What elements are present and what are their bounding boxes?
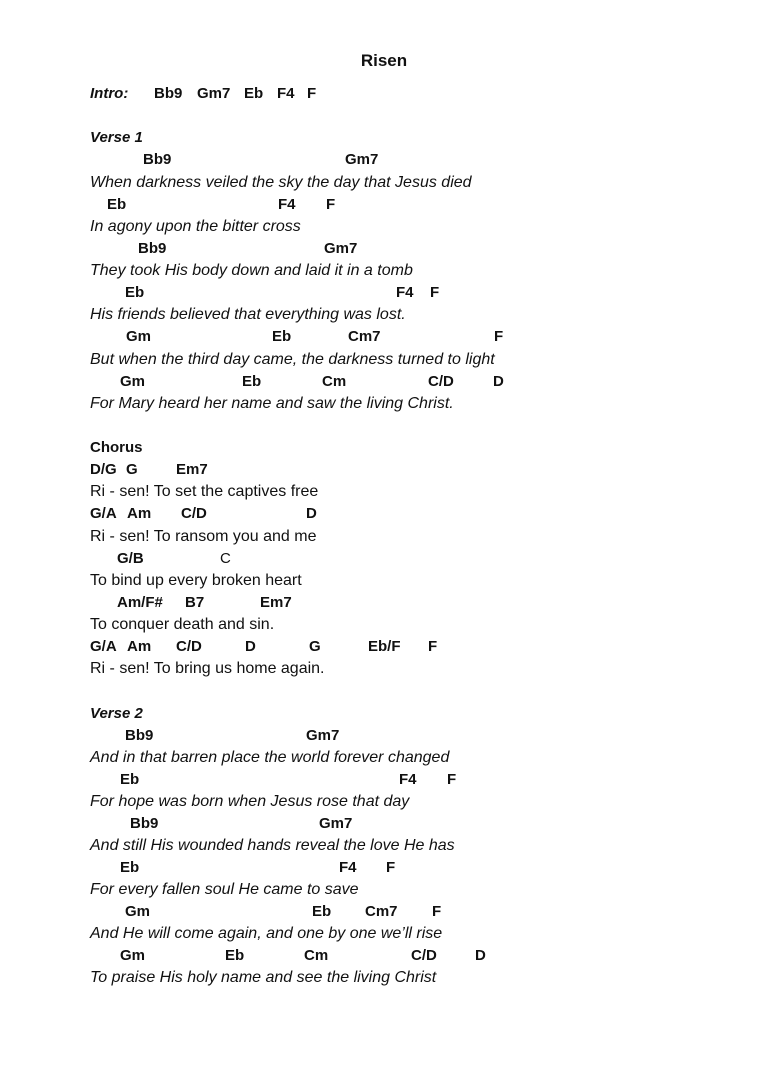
- chord: Gm7: [345, 151, 379, 168]
- lyric-line: For hope was born when Jesus rose that day: [90, 793, 410, 810]
- chord-line: [90, 326, 504, 348]
- lyric-line: His friends believed that everything was lost.: [90, 306, 406, 323]
- chord-line: [90, 945, 486, 967]
- chord: F4: [278, 196, 296, 213]
- chord: C/D: [181, 505, 207, 522]
- chord: F4: [399, 771, 417, 788]
- lyric-line: To praise His holy name and see the living Christ: [90, 969, 437, 986]
- chord: F: [326, 196, 336, 213]
- intro-chord: Gm7: [197, 85, 231, 102]
- chord-line: [90, 503, 317, 525]
- chord-line: [90, 769, 457, 791]
- chord: Am: [127, 505, 152, 522]
- chord: G/A: [90, 505, 117, 522]
- lyric-line: Ri - sen! To set the captives free: [90, 483, 319, 500]
- chord: F: [447, 771, 457, 788]
- chorus-label: Chorus: [90, 439, 143, 456]
- lyric-line: For every fallen soul He came to save: [90, 881, 359, 898]
- chord: C/D: [428, 373, 454, 390]
- chord: Em7: [176, 461, 208, 478]
- intro-chord: F4: [277, 85, 295, 102]
- chord: Cm: [322, 373, 347, 390]
- lyric-line: Ri - sen! To ransom you and me: [90, 528, 317, 545]
- chord: C/D: [411, 947, 437, 964]
- lyric-line: And in that barren place the world forever changed: [90, 749, 450, 766]
- chord: Bb9: [125, 727, 154, 744]
- verse2-label: Verse 2: [90, 705, 143, 722]
- chord: Em7: [260, 594, 292, 611]
- chord: Am: [127, 638, 152, 655]
- chord: F: [386, 859, 396, 876]
- chord: Eb: [107, 196, 127, 213]
- chord: G: [126, 461, 138, 478]
- chord-line: [90, 901, 442, 923]
- chord: D: [306, 505, 317, 522]
- lyric-line: To conquer death and sin.: [90, 616, 275, 633]
- lyric-line: To bind up every broken heart: [90, 572, 302, 589]
- chord: Cm7: [348, 328, 381, 345]
- lyric-line: And still His wounded hands reveal the love He has: [90, 837, 455, 854]
- chord: Gm: [120, 373, 146, 390]
- chord: Eb: [120, 859, 140, 876]
- chord: Bb9: [143, 151, 172, 168]
- chord: D: [245, 638, 256, 655]
- chord: D/G: [90, 461, 117, 478]
- chord: Bb9: [138, 240, 167, 257]
- lyric-line: They took His body down and laid it in a tomb: [90, 262, 413, 279]
- chord: Gm7: [306, 727, 340, 744]
- intro-chord: Bb9: [154, 85, 183, 102]
- lyric-line: For Mary heard her name and saw the living Christ.: [90, 395, 454, 412]
- chord: Gm7: [324, 240, 358, 257]
- chord: Bb9: [130, 815, 159, 832]
- chord: Eb: [120, 771, 140, 788]
- chord: F: [430, 284, 440, 301]
- chord: G: [309, 638, 321, 655]
- chord: Eb: [312, 903, 332, 920]
- lyric-line: Ri - sen! To bring us home again.: [90, 660, 325, 677]
- lyric-line: In agony upon the bitter cross: [90, 218, 301, 235]
- chord: Gm: [120, 947, 146, 964]
- chord: B7: [185, 594, 205, 611]
- intro-line: [90, 83, 317, 105]
- chord-line: [90, 194, 336, 216]
- chord: C: [220, 550, 231, 567]
- chord: Eb: [225, 947, 245, 964]
- lyric-line: And He will come again, and one by one we’ll rise: [90, 925, 443, 942]
- chord-line: [90, 725, 340, 747]
- chord: Eb/F: [368, 638, 401, 655]
- intro-chord: Eb: [244, 85, 264, 102]
- chord: F4: [339, 859, 357, 876]
- chord: G/B: [117, 550, 144, 567]
- chord: Eb: [242, 373, 262, 390]
- chord-line: [90, 459, 208, 481]
- intro-chord: F: [307, 85, 317, 102]
- chord: F4: [396, 284, 414, 301]
- chord: C/D: [176, 638, 202, 655]
- song-title: Risen: [360, 51, 408, 70]
- chord: Eb: [272, 328, 292, 345]
- chord-line: [90, 636, 438, 658]
- chord: Gm7: [319, 815, 353, 832]
- lyric-line: When darkness veiled the sky the day that Jesus died: [90, 174, 472, 191]
- intro-label: Intro:: [90, 85, 129, 102]
- chord: Gm: [125, 903, 151, 920]
- chord-line: [90, 592, 292, 614]
- chord-line: [90, 857, 396, 879]
- chord: Am/F#: [117, 594, 163, 611]
- chord-line: [90, 282, 440, 304]
- chord: D: [475, 947, 486, 964]
- chord-line: [90, 813, 353, 835]
- chord: G/A: [90, 638, 117, 655]
- verse1-label: Verse 1: [90, 129, 143, 146]
- lyric-line: But when the third day came, the darkness turned to light: [90, 351, 495, 368]
- chord-line: [90, 371, 504, 393]
- chord-line: [90, 149, 379, 171]
- chord-line: [90, 548, 231, 570]
- chord: D: [493, 373, 504, 390]
- chord: Eb: [125, 284, 145, 301]
- chord: F: [494, 328, 504, 345]
- chord: Cm7: [365, 903, 398, 920]
- chord: F: [428, 638, 438, 655]
- chord: F: [432, 903, 442, 920]
- chord-line: [90, 238, 358, 260]
- chord: Cm: [304, 947, 329, 964]
- chord: Gm: [126, 328, 152, 345]
